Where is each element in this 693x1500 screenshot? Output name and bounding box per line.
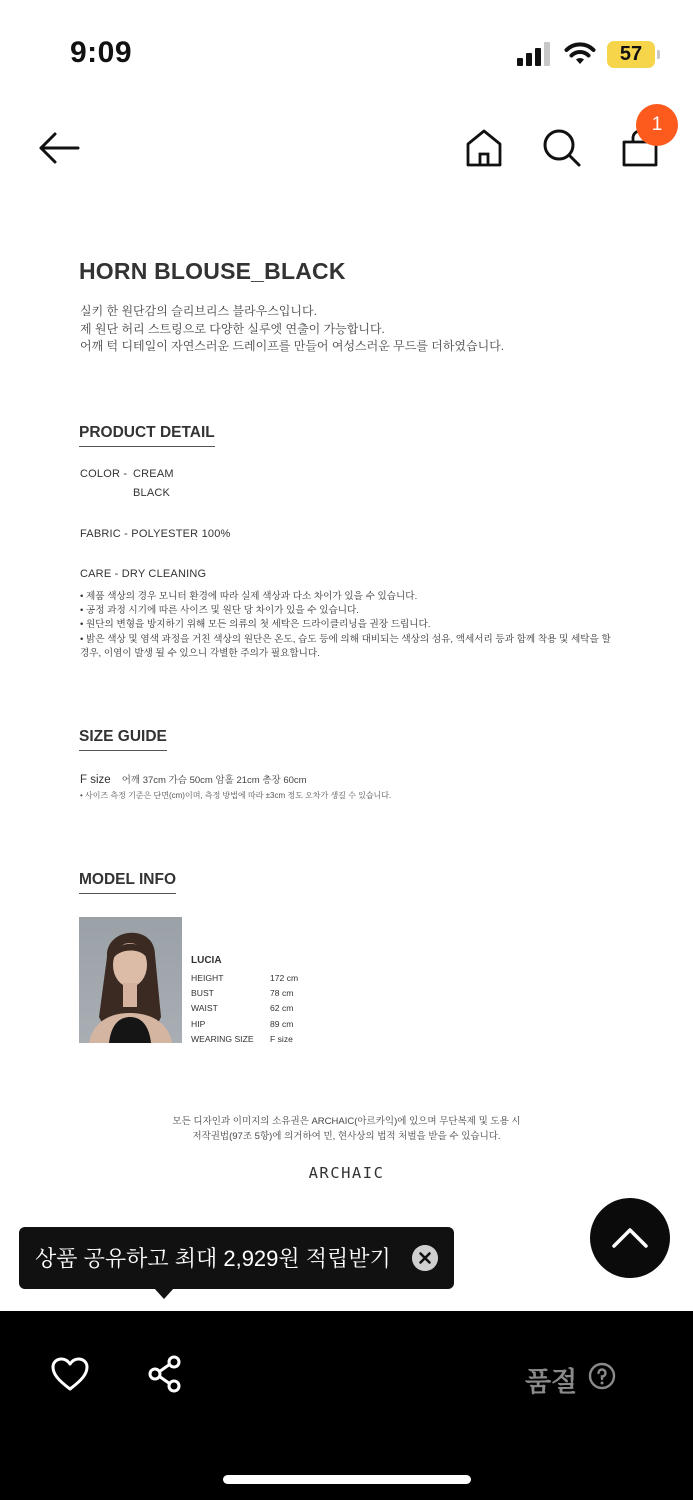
note-line: • 공정 과정 시기에 따른 사이즈 및 원단 당 차이가 있을 수 있습니다. xyxy=(80,605,359,617)
model-portrait-image xyxy=(79,917,182,1043)
model-row-value: 78 cm xyxy=(270,988,294,999)
model-row xyxy=(191,1019,321,1034)
back-arrow-icon[interactable] xyxy=(37,130,81,166)
color-option: CREAM xyxy=(133,468,174,480)
size-guide-heading: SIZE GUIDE xyxy=(79,728,167,751)
color-label: COLOR - xyxy=(80,468,128,480)
size-measurements: 어깨 37cm 가슴 50cm 암홀 21cm 총장 60cm xyxy=(121,775,307,786)
model-info-heading: MODEL INFO xyxy=(79,871,176,894)
question-mark-icon[interactable] xyxy=(588,1362,616,1390)
model-row-key: HEIGHT xyxy=(191,973,224,983)
model-photo xyxy=(79,917,182,1043)
home-indicator xyxy=(223,1475,471,1484)
home-icon[interactable] xyxy=(465,128,503,168)
size-note: • 사이즈 측정 기준은 단면(cm)이며, 측정 방법에 따라 ±3cm 정도 오차가 생길 수 있습니다. xyxy=(80,791,392,800)
toast-pointer xyxy=(154,1288,174,1299)
copyright-line: 모든 디자인과 이미지의 소유권은 ARCHAIC(아르카익)에 있으며 무단복제 및 도용 시 xyxy=(172,1116,521,1127)
size-row xyxy=(80,772,307,786)
status-time: 9:09 xyxy=(70,36,133,69)
copyright-line: 저작권법(97조 5항)에 의거하여 민, 현사상의 법적 처벌을 받을 수 있습니다. xyxy=(192,1131,501,1142)
search-icon[interactable] xyxy=(542,128,582,168)
fabric-info: FABRIC - POLYESTER 100% xyxy=(80,528,231,540)
model-measurements xyxy=(191,973,321,1049)
model-name: LUCIA xyxy=(191,955,222,966)
bottom-action-bar xyxy=(0,1311,693,1500)
chevron-up-icon xyxy=(590,1198,670,1278)
share-reward-toast[interactable] xyxy=(19,1227,454,1289)
model-row-key: WEARING SIZE xyxy=(191,1033,254,1044)
cart-count-badge: 1 xyxy=(636,104,678,146)
note-line: • 밝은 색상 및 염색 과정을 거친 색상의 원단은 온도, 습도 등에 의해 대비되는 색상의 섬유, 액세서리 등과 함께 착용 및 세탁을 할 xyxy=(80,633,611,645)
care-notes xyxy=(80,590,620,661)
color-option: BLACK xyxy=(133,487,171,499)
battery-nub xyxy=(657,50,660,59)
battery-indicator xyxy=(607,41,655,68)
description-line: 실키 한 원단감의 슬리브리스 블라우스입니다. xyxy=(80,304,317,318)
toast-close-icon[interactable] xyxy=(412,1245,438,1271)
description-line: 어깨 턱 디테일이 자연스러운 드레이프를 만들어 여성스러운 무드를 더하였습니다. xyxy=(80,339,505,353)
sold-out-label: 품절 xyxy=(525,1367,578,1397)
model-row-value: 62 cm xyxy=(270,1003,294,1014)
note-line: • 제품 색상의 경우 모니터 환경에 따라 실제 색상과 다소 차이가 있을 수 있습니다. xyxy=(80,591,418,602)
model-row-key: HIP xyxy=(191,1018,206,1029)
toast-text: 상품 공유하고 최대 2,929원 적립받기 xyxy=(35,1246,391,1271)
share-icon[interactable] xyxy=(147,1355,183,1393)
cellular-signal-icon xyxy=(517,42,553,66)
model-row-key: BUST xyxy=(191,988,214,999)
model-row xyxy=(191,988,321,1003)
product-description xyxy=(80,303,504,356)
product-title: HORN BLOUSE_BLACK xyxy=(79,258,346,284)
status-bar xyxy=(0,0,693,100)
note-line: 경우, 이염이 발생 될 수 있으니 각별한 주의가 필요합니다. xyxy=(80,647,320,659)
battery-level: 57 xyxy=(619,43,643,65)
care-info: CARE - DRY CLEANING xyxy=(80,568,207,580)
wifi-icon xyxy=(563,40,597,66)
model-row-value: 172 cm xyxy=(270,973,299,983)
model-row xyxy=(191,1003,321,1018)
copyright-notice xyxy=(0,1114,693,1144)
model-row-key: WAIST xyxy=(191,1003,218,1014)
brand-logo-text: ARCHAIC xyxy=(308,1164,385,1182)
product-detail-heading: PRODUCT DETAIL xyxy=(79,424,215,447)
heart-icon[interactable] xyxy=(50,1356,90,1392)
model-row-value: F size xyxy=(270,1033,293,1044)
scroll-to-top-button[interactable] xyxy=(590,1198,670,1278)
model-row xyxy=(191,973,321,988)
model-row-value: 89 cm xyxy=(270,1018,294,1029)
size-label: F size xyxy=(80,774,111,786)
model-row xyxy=(191,1034,321,1049)
description-line: 제 원단 허리 스트링으로 다양한 실루엣 연출이 가능합니다. xyxy=(80,321,385,336)
note-line: • 원단의 변형을 방지하기 위해 모든 의류의 첫 세탁은 드라이클리닝을 권장 드립니다. xyxy=(80,619,431,631)
